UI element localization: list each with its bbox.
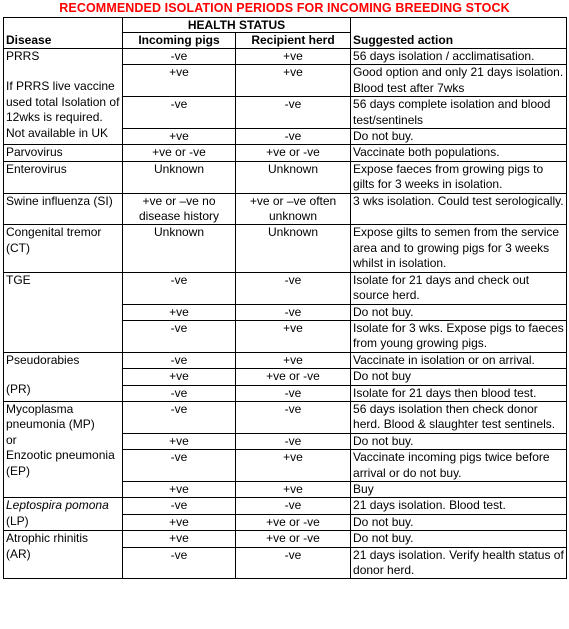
incoming-cell: +ve (123, 65, 236, 97)
table-row (4, 401, 567, 433)
header-row-2 (4, 33, 567, 49)
action-cell: Buy (351, 481, 567, 497)
incoming-cell: +ve (123, 433, 236, 449)
incoming-cell: -ve (123, 547, 236, 579)
disease-name-alt: Enzootic pneumonia (EP) (6, 448, 115, 478)
incoming-cell: Unknown (123, 225, 236, 272)
disease-name-italic: Leptospira pomona (6, 498, 109, 513)
table-row (4, 225, 567, 272)
table-row (4, 272, 567, 304)
incoming-cell: -ve (123, 97, 236, 129)
recipient-cell: -ve (236, 272, 351, 304)
table-row (4, 498, 567, 514)
header-row-1 (4, 18, 567, 33)
recipient-cell: +ve or -ve (236, 369, 351, 385)
action-cell: Good option and only 21 days isolation. Blood test after 7wks (351, 65, 567, 97)
table-row (4, 352, 567, 368)
action-cell: Vaccinate both populations. (351, 145, 567, 161)
action-cell: Do not buy. (351, 531, 567, 547)
action-cell: Do not buy. (351, 514, 567, 530)
disease-abbr: (AR) (6, 546, 31, 561)
action-cell: 56 days isolation / acclimatisation. (351, 49, 567, 65)
recipient-cell: -ve (236, 401, 351, 433)
action-header-top (351, 18, 567, 33)
action-cell: 56 days isolation then check donor herd. Blood & slaughter test sentinels. (351, 401, 567, 433)
incoming-header: Incoming pigs (123, 33, 236, 49)
disease-name: Pseudorabies (6, 352, 80, 367)
recipient-cell: +ve (236, 49, 351, 65)
incoming-cell: -ve (123, 49, 236, 65)
recipient-header: Recipient herd (236, 33, 351, 49)
action-cell: Vaccinate in isolation or on arrival. (351, 352, 567, 368)
action-cell: 21 days isolation. Verify health status of donor herd. (351, 547, 567, 579)
recipient-cell: +ve (236, 450, 351, 482)
incoming-cell: -ve (123, 320, 236, 352)
table-row (4, 145, 567, 161)
incoming-cell: -ve (123, 450, 236, 482)
action-cell: Expose gilts to semen from the service area and to growing pigs for 3 weeks whilst in isolation. (351, 225, 567, 272)
recipient-cell: +ve (236, 352, 351, 368)
incoming-cell: +ve (123, 369, 236, 385)
page-title: RECOMMENDED ISOLATION PERIODS FOR INCOMING BREEDING STOCK (59, 1, 510, 15)
action-cell: Isolate for 3 wks. Expose pigs to faeces from young growing pigs. (351, 320, 567, 352)
disease-cell-prrs (4, 49, 123, 145)
incoming-cell: +ve (123, 514, 236, 530)
recipient-cell: -ve (236, 498, 351, 514)
disease-cell-mycoplasma (4, 401, 123, 497)
incoming-cell: +ve or -ve (123, 145, 236, 161)
incoming-cell: +ve or –ve no disease history (123, 193, 236, 225)
action-cell: Do not buy. (351, 304, 567, 320)
recipient-cell: -ve (236, 304, 351, 320)
incoming-cell: -ve (123, 401, 236, 433)
incoming-cell: +ve (123, 129, 236, 145)
action-cell: Expose faeces from growing pigs to gilts for 3 weeks in isolation. (351, 161, 567, 193)
table-row (4, 49, 567, 65)
table-row (4, 531, 567, 547)
incoming-cell: +ve (123, 481, 236, 497)
recipient-cell: Unknown (236, 161, 351, 193)
disease-or: or (6, 432, 17, 447)
action-cell: Do not buy (351, 369, 567, 385)
disease-cell: Congenital tremor (CT) (4, 225, 123, 272)
disease-cell-tge: TGE (4, 272, 123, 352)
table-row (4, 161, 567, 193)
action-cell: Isolate for 21 days then blood test. (351, 385, 567, 401)
action-cell: Do not buy. (351, 129, 567, 145)
disease-name: Atrophic rhinitis (6, 531, 89, 546)
action-cell: 3 wks isolation. Could test serologically. (351, 193, 567, 225)
incoming-cell: -ve (123, 352, 236, 368)
disease-cell-leptospira (4, 498, 123, 531)
disease-cell: Parvovirus (4, 145, 123, 161)
action-header: Suggested action (351, 33, 567, 49)
action-cell: 21 days isolation. Blood test. (351, 498, 567, 514)
recipient-cell: -ve (236, 97, 351, 129)
incoming-cell: -ve (123, 272, 236, 304)
disease-cell-atrophic-rhinitis (4, 531, 123, 579)
recipient-cell: +ve or -ve (236, 514, 351, 530)
recipient-cell: Unknown (236, 225, 351, 272)
disease-abbr: (LP) (6, 513, 29, 528)
disease-cell: Enterovirus (4, 161, 123, 193)
table-row (4, 193, 567, 225)
disease-cell-pseudorabies (4, 352, 123, 401)
incoming-cell: -ve (123, 385, 236, 401)
incoming-cell: -ve (123, 498, 236, 514)
disease-name: Mycoplasma pneumonia (MP) (6, 401, 95, 432)
isolation-table (3, 17, 567, 579)
action-cell: 56 days complete isolation and blood test/sentinels (351, 97, 567, 129)
recipient-cell: +ve or -ve (236, 145, 351, 161)
disease-note: If PRRS live vaccine used total Isolation of 12wks is required. Not available in UK (6, 79, 120, 140)
recipient-cell: -ve (236, 433, 351, 449)
recipient-cell: +ve or -ve (236, 531, 351, 547)
recipient-cell: +ve or –ve often unknown (236, 193, 351, 225)
action-cell: Vaccinate incoming pigs twice before arrival or do not buy. (351, 450, 567, 482)
disease-abbr: (PR) (6, 382, 31, 397)
incoming-cell: +ve (123, 304, 236, 320)
recipient-cell: +ve (236, 320, 351, 352)
action-cell: Do not buy. (351, 433, 567, 449)
recipient-cell: +ve (236, 481, 351, 497)
recipient-cell: -ve (236, 129, 351, 145)
disease-cell: Swine influenza (SI) (4, 193, 123, 225)
disease-header-top (4, 18, 123, 33)
recipient-cell: -ve (236, 385, 351, 401)
health-status-header: HEALTH STATUS (123, 18, 351, 33)
recipient-cell: -ve (236, 547, 351, 579)
incoming-cell: +ve (123, 531, 236, 547)
disease-header: Disease (4, 33, 123, 49)
disease-name: PRRS (6, 49, 40, 63)
incoming-cell: Unknown (123, 161, 236, 193)
action-cell: Isolate for 21 days and check out source herd. (351, 272, 567, 304)
recipient-cell: +ve (236, 65, 351, 97)
